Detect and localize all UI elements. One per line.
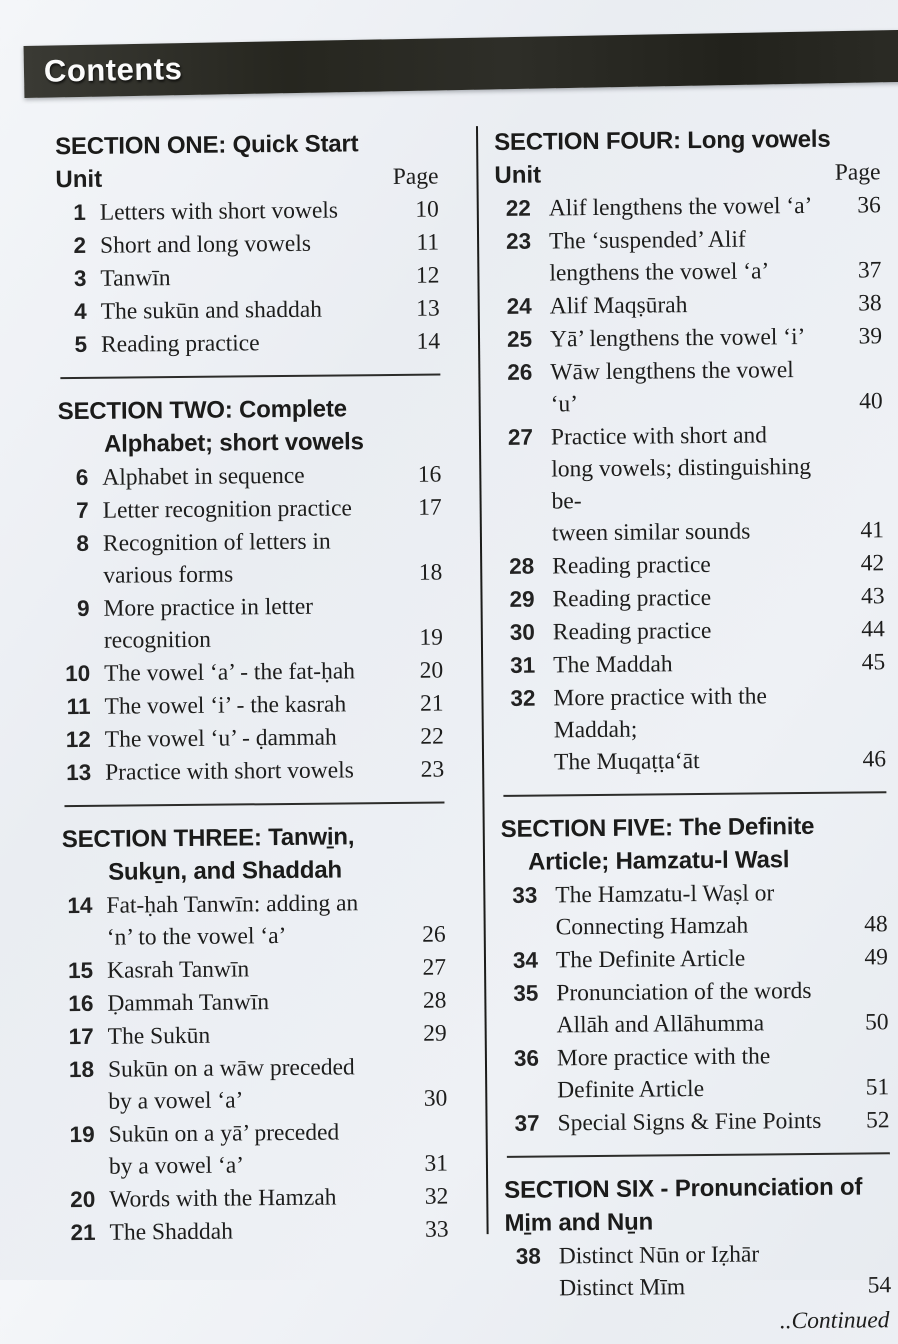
toc-item bbox=[499, 613, 885, 649]
section-title: SECTION FOUR: Long vowels bbox=[494, 125, 831, 156]
item-title-line: Reading practice bbox=[552, 551, 711, 580]
item-title bbox=[553, 647, 817, 682]
unit-number: 14 bbox=[67, 892, 93, 919]
page-number: 21 bbox=[419, 690, 444, 717]
page-number: 48 bbox=[864, 911, 888, 938]
item-title-line: Short and long vowels bbox=[99, 230, 312, 259]
page-number: 38 bbox=[858, 290, 882, 317]
toc-item bbox=[59, 491, 442, 527]
page-number: 30 bbox=[423, 1085, 448, 1112]
unit-number: 6 bbox=[75, 464, 89, 491]
page-number: 13 bbox=[416, 295, 440, 322]
toc-item bbox=[60, 654, 443, 690]
unit-number: 38 bbox=[515, 1243, 541, 1269]
page-number: 19 bbox=[419, 624, 444, 651]
unit-number: 26 bbox=[507, 359, 533, 385]
item-title bbox=[549, 190, 813, 225]
toc-item bbox=[503, 1104, 889, 1140]
page-number: 26 bbox=[422, 921, 446, 948]
item-title bbox=[553, 680, 818, 779]
page-number: 17 bbox=[418, 494, 442, 521]
item-title bbox=[551, 419, 816, 550]
section-title: Suku̱n, and Shaddah bbox=[107, 856, 343, 886]
unit-number: 32 bbox=[510, 685, 536, 711]
page-number: 45 bbox=[861, 649, 886, 676]
unit-number: 9 bbox=[76, 595, 90, 622]
page-number: 40 bbox=[859, 388, 883, 415]
unit-number: 4 bbox=[74, 298, 87, 325]
page-number: 11 bbox=[416, 229, 440, 256]
page-number: 10 bbox=[415, 196, 439, 223]
section-title: SECTION TWO: Complete bbox=[57, 395, 347, 426]
toc-item bbox=[503, 1039, 890, 1107]
item-title-line: Reading practice bbox=[552, 617, 712, 646]
item-title bbox=[552, 581, 816, 616]
page-column-label: Page bbox=[834, 159, 881, 186]
toc-item bbox=[63, 951, 446, 987]
item-title bbox=[108, 1018, 383, 1053]
unit-number: 10 bbox=[65, 660, 91, 687]
item-title-line: Kasrah Tanwīn bbox=[106, 956, 250, 984]
page-number: 20 bbox=[419, 657, 444, 684]
item-title bbox=[555, 877, 820, 944]
toc-item bbox=[501, 876, 888, 944]
item-title-line: More practice with the Maddah; bbox=[553, 683, 767, 744]
unit-number: 17 bbox=[68, 1023, 94, 1050]
unit-number: 34 bbox=[512, 947, 539, 973]
item-title-line: recognition bbox=[103, 626, 212, 654]
toc-item bbox=[502, 974, 889, 1042]
page-number: 31 bbox=[424, 1150, 449, 1177]
item-title-line: The vowel ‘i’ - the kasrah bbox=[104, 691, 347, 720]
item-title-line: Special Signs & Fine Points bbox=[557, 1107, 822, 1137]
page-title: Contents bbox=[43, 51, 183, 89]
toc-item bbox=[56, 260, 439, 296]
toc-section bbox=[55, 127, 440, 362]
unit-number: 29 bbox=[509, 586, 535, 612]
item-title bbox=[550, 354, 815, 421]
toc-item bbox=[502, 941, 888, 977]
item-title-line: by a vowel ‘a’ bbox=[108, 1087, 244, 1115]
toc-item bbox=[496, 320, 882, 356]
unit-number: 20 bbox=[70, 1186, 96, 1213]
toc-item bbox=[57, 293, 440, 329]
item-title-line: lengthens the vowel ‘a’ bbox=[549, 258, 770, 287]
item-title bbox=[108, 1051, 384, 1118]
unit-number: 2 bbox=[73, 232, 87, 259]
page-number: 49 bbox=[864, 944, 889, 971]
unit-number: 37 bbox=[514, 1110, 540, 1136]
item-title-line: various forms bbox=[103, 561, 234, 589]
section-title: Article; Hamzatu-l Wasl bbox=[527, 846, 790, 876]
unit-number: 19 bbox=[69, 1121, 95, 1148]
item-title bbox=[559, 1238, 824, 1305]
item-title bbox=[100, 227, 375, 262]
unit-number: 36 bbox=[513, 1045, 540, 1071]
unit-column-label: Unit bbox=[494, 161, 542, 189]
toc-item bbox=[499, 646, 885, 682]
item-title-line: Allāh and Allāhumma bbox=[556, 1010, 765, 1039]
item-title-line: Wāw lengthens the vowel ‘u’ bbox=[550, 357, 794, 418]
item-title-line: Letters with short vowels bbox=[99, 197, 339, 226]
toc-item bbox=[59, 589, 443, 657]
unit-page-header bbox=[55, 161, 438, 197]
toc-item bbox=[61, 720, 444, 756]
item-title-line: Alif lengthens the vowel ‘a’ bbox=[548, 192, 813, 222]
page-number: 22 bbox=[420, 723, 444, 750]
toc-item bbox=[65, 1180, 448, 1216]
toc-item bbox=[61, 753, 444, 789]
item-title bbox=[557, 1105, 821, 1140]
unit-number: 5 bbox=[74, 331, 88, 358]
item-title bbox=[101, 293, 376, 328]
toc-section bbox=[58, 392, 445, 790]
toc-item bbox=[57, 326, 440, 362]
item-title-line: Distinct Nūn or Iẓhār bbox=[558, 1241, 760, 1270]
item-title-line: Alphabet in sequence bbox=[102, 462, 305, 491]
unit-number: 33 bbox=[512, 882, 538, 908]
toc-item bbox=[56, 194, 439, 230]
item-title-line: The Hamzatu-l Waṣl or bbox=[555, 880, 775, 909]
page-number: 44 bbox=[861, 616, 885, 643]
page-number: 27 bbox=[422, 954, 447, 981]
item-title-line: tween similar sounds bbox=[551, 518, 751, 547]
page-number: 52 bbox=[865, 1107, 890, 1134]
unit-number: 21 bbox=[70, 1219, 96, 1246]
toc-item bbox=[65, 1213, 448, 1249]
unit-number: 28 bbox=[509, 553, 535, 579]
item-title-line: The sukūn and shaddah bbox=[100, 296, 323, 325]
unit-number: 30 bbox=[509, 619, 535, 645]
item-title bbox=[556, 942, 820, 977]
section-divider bbox=[503, 791, 886, 797]
unit-number: 16 bbox=[68, 990, 94, 1017]
item-title-line: Pronunciation of the words bbox=[556, 977, 812, 1007]
unit-number: 12 bbox=[65, 726, 91, 753]
page-number: 41 bbox=[860, 517, 885, 544]
item-title-line: Tanwīn bbox=[100, 265, 171, 292]
toc-item bbox=[64, 1115, 448, 1183]
section-divider bbox=[507, 1152, 890, 1158]
item-title-line: Distinct Mīm bbox=[559, 1274, 686, 1302]
continued-note: ..Continued bbox=[779, 1307, 890, 1335]
item-title-line: The Shaddah bbox=[109, 1218, 234, 1246]
item-title bbox=[550, 321, 814, 356]
item-title-line: Connecting Hamzah bbox=[555, 912, 749, 941]
item-title bbox=[105, 754, 380, 789]
toc-item bbox=[56, 227, 439, 263]
page-number: 37 bbox=[857, 257, 882, 284]
page-number: 16 bbox=[417, 461, 442, 488]
section-title: SECTION THREE: Tanwi̱n, bbox=[61, 823, 355, 854]
page-number: 28 bbox=[422, 987, 447, 1014]
toc-item bbox=[498, 580, 884, 616]
page-number: 42 bbox=[860, 550, 885, 577]
unit-number: 15 bbox=[67, 957, 94, 984]
item-title-line: More practice in letter bbox=[103, 593, 314, 622]
item-title bbox=[104, 655, 379, 690]
page-number: 33 bbox=[424, 1216, 449, 1243]
toc-section bbox=[494, 122, 886, 779]
section-title: SECTION SIX - Pronunciation of bbox=[504, 1173, 863, 1204]
item-title-line: Practice with short vowels bbox=[105, 757, 354, 786]
unit-number: 7 bbox=[76, 497, 89, 524]
item-title bbox=[103, 525, 379, 592]
toc-item bbox=[505, 1237, 892, 1305]
toc-item bbox=[60, 687, 443, 723]
item-title bbox=[552, 548, 816, 583]
item-title bbox=[109, 1181, 384, 1216]
toc-item bbox=[499, 679, 886, 779]
unit-number: 3 bbox=[73, 265, 87, 292]
item-title-line: The Definite Article bbox=[555, 945, 746, 974]
page-number: 12 bbox=[415, 262, 440, 289]
toc-item bbox=[58, 459, 441, 495]
page-number: 18 bbox=[418, 559, 443, 586]
page-number: 32 bbox=[424, 1183, 449, 1210]
item-title-line: Yā’ lengthens the vowel ‘i’ bbox=[549, 323, 806, 353]
column-divider bbox=[476, 126, 489, 1234]
item-title-line: Words with the Hamzah bbox=[109, 1184, 337, 1213]
contents-header-bar bbox=[24, 30, 898, 98]
unit-number: 13 bbox=[66, 759, 92, 786]
section-title: Mi̱m and Nu̱n bbox=[504, 1208, 654, 1237]
toc-item bbox=[498, 547, 884, 583]
page-number: 54 bbox=[867, 1272, 892, 1299]
item-title bbox=[106, 887, 382, 954]
toc-item bbox=[64, 1017, 447, 1053]
unit-number: 24 bbox=[506, 293, 532, 319]
unit-number: 18 bbox=[68, 1056, 95, 1083]
item-title-line: long vowels; distinguishing be- bbox=[551, 453, 812, 515]
item-title bbox=[549, 223, 814, 290]
toc-column bbox=[494, 122, 892, 1340]
item-title-line: The Muqaṭṭa‘āt bbox=[553, 748, 700, 776]
page-number: 36 bbox=[857, 192, 881, 219]
toc-item bbox=[497, 418, 884, 550]
item-title bbox=[101, 326, 376, 361]
item-title-line: Recognition of letters in bbox=[102, 528, 331, 557]
item-title bbox=[102, 459, 377, 494]
toc-column bbox=[55, 127, 450, 1344]
item-title-line: Letter recognition practice bbox=[102, 495, 353, 524]
section-title: SECTION ONE: Quick Start bbox=[55, 130, 359, 161]
item-title-line: The vowel ‘a’ - the fat-ḥah bbox=[104, 658, 356, 687]
page-number: 23 bbox=[420, 756, 445, 783]
section-divider bbox=[64, 801, 444, 807]
item-title bbox=[556, 975, 821, 1042]
item-title-line: Alif Maqṣūrah bbox=[549, 292, 688, 320]
unit-number: 11 bbox=[66, 693, 91, 720]
page-number: 51 bbox=[865, 1074, 890, 1101]
unit-number: 1 bbox=[73, 199, 86, 226]
section-title: SECTION FIVE: The Definite bbox=[500, 812, 815, 843]
item-title bbox=[557, 1040, 822, 1107]
toc-section bbox=[504, 1170, 891, 1305]
unit-number: 35 bbox=[513, 980, 539, 1006]
item-title-line: Practice with short and bbox=[550, 422, 768, 451]
item-title-line: Sukūn on a wāw preceded bbox=[107, 1054, 355, 1083]
toc-item bbox=[495, 189, 881, 225]
toc-item bbox=[59, 524, 443, 592]
item-title bbox=[108, 1116, 384, 1183]
page-number: 43 bbox=[860, 583, 885, 610]
item-title bbox=[103, 590, 379, 657]
item-title-line: Sukūn on a yā’ preceded bbox=[108, 1119, 340, 1148]
item-title-line: The vowel ‘u’ - ḍammah bbox=[104, 724, 337, 753]
unit-number: 23 bbox=[505, 228, 532, 254]
page-number: 46 bbox=[862, 746, 887, 773]
item-title-line: Ḍammah Tanwīn bbox=[107, 989, 270, 1017]
item-title bbox=[107, 985, 382, 1020]
page-column-label: Page bbox=[392, 163, 439, 190]
unit-page-header bbox=[494, 156, 880, 192]
unit-number: 8 bbox=[76, 530, 90, 557]
item-title-line: More practice with the bbox=[556, 1043, 771, 1072]
toc-item bbox=[495, 222, 882, 290]
page-number: 14 bbox=[416, 328, 441, 355]
item-title bbox=[109, 1214, 384, 1249]
item-title-line: The Sukūn bbox=[107, 1022, 211, 1050]
item-title-line: Definite Article bbox=[557, 1076, 705, 1104]
unit-number: 22 bbox=[505, 195, 531, 221]
item-title bbox=[553, 614, 817, 649]
unit-column-label: Unit bbox=[55, 165, 103, 194]
item-title-line: Reading practice bbox=[100, 330, 260, 358]
item-title bbox=[100, 260, 375, 295]
section-divider bbox=[60, 374, 440, 380]
item-title-line: ‘n’ to the vowel ‘a’ bbox=[106, 923, 287, 951]
item-title bbox=[103, 492, 378, 527]
item-title-line: The ‘suspended’ Alif bbox=[548, 226, 746, 255]
page-number: 39 bbox=[858, 323, 883, 350]
item-title-line: by a vowel ‘a’ bbox=[108, 1152, 245, 1180]
toc-item bbox=[496, 287, 882, 323]
toc-section bbox=[501, 809, 890, 1140]
item-title bbox=[550, 288, 814, 323]
item-title bbox=[105, 721, 380, 756]
toc-item bbox=[63, 984, 446, 1020]
unit-number: 25 bbox=[506, 326, 533, 352]
toc-item bbox=[496, 353, 883, 421]
toc-item bbox=[64, 1050, 448, 1118]
section-title: Alphabet; short vowels bbox=[103, 428, 364, 458]
item-title bbox=[104, 688, 379, 723]
table-of-contents bbox=[55, 122, 894, 1344]
item-title bbox=[107, 952, 382, 987]
unit-number: 27 bbox=[507, 424, 534, 450]
unit-number: 31 bbox=[510, 652, 536, 678]
item-title bbox=[100, 194, 375, 229]
page-number: 50 bbox=[864, 1009, 889, 1036]
toc-item bbox=[62, 886, 446, 954]
item-title-line: Reading practice bbox=[552, 584, 712, 613]
page-number: 29 bbox=[423, 1020, 447, 1047]
toc-section bbox=[62, 819, 449, 1249]
item-title-line: The Maddah bbox=[553, 651, 673, 679]
item-title-line: Fat-ḥah Tanwīn: adding an bbox=[106, 890, 359, 919]
